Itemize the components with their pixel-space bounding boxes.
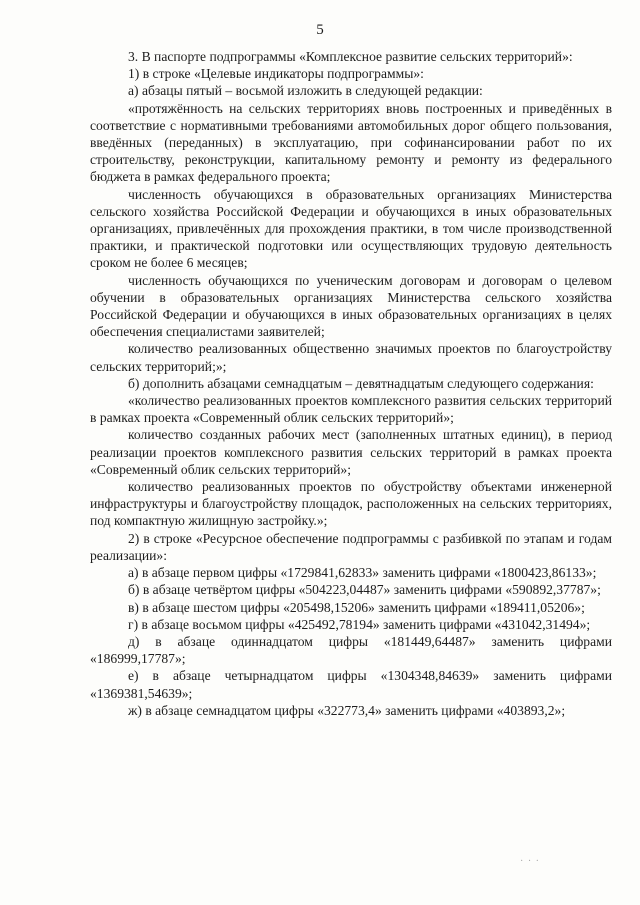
paragraph: 1) в строке «Целевые индикаторы подпрограммы»: (128, 66, 424, 82)
paragraph: д) в абзаце одиннадцатом цифры «181449,64487» заменить цифрами «186999,17787»; (90, 633, 612, 667)
document-body (90, 48, 612, 719)
paragraph: в) в абзаце шестом цифры «205498,15206» заменить цифрами «189411,05206»; (128, 599, 585, 615)
paragraph: ж) в абзаце семнадцатом цифры «322773,4» заменить цифрами «403893,2»; (128, 702, 566, 718)
paragraph: «количество реализованных проектов комплексного развития сельских территорий в рамках проекта «Современный облик сельских территорий»; (90, 393, 612, 426)
paragraph: численность обучающихся по ученическим договорам и договорам о целевом обучении в образовательных организациях Министерства сельского хозяйства Российской Федерации и обучающихся в иных образовательных организациях в целях обеспечения специалистами заявителей; (90, 272, 612, 340)
paragraph: «протяжённость на сельских территориях вновь построенных и приведённых в соответствие с нормативными требованиями автомобильных дорог общего пользования, введённых (переданных) в эксплуатацию, при софинансировании работ по их строительству, реконструкции, капитальному ремонту и ремонту из федерального бюджета в рамках федерального проекта; (90, 100, 612, 185)
paragraph: е) в абзаце четырнадцатом цифры «1304348,84639» заменить цифрами «1369381,54639»; (90, 668, 612, 701)
paragraph: количество реализованных общественно значимых проектов по благоустройству сельских территорий;»; (90, 341, 612, 374)
paragraph: а) абзацы пятый – восьмой изложить в следующей редакции: (128, 83, 483, 99)
paragraph: 3. В паспорте подпрограммы «Комплексное развитие сельских территорий»: (128, 49, 573, 64)
paragraph: б) в абзаце четвёртом цифры «504223,04487» заменить цифрами «590892,37787»; (128, 582, 601, 598)
paragraph: г) в абзаце восьмом цифры «425492,78194» заменить цифрами «431042,31494»; (128, 616, 591, 632)
paragraph: а) в абзаце первом цифры «1729841,62833» заменить цифрами «1800423,86133»; (128, 565, 597, 581)
paragraph: количество созданных рабочих мест (заполненных штатных единиц), в период реализации проектов комплексного развития сельских территорий в рамках проекта «Современный облик сельских территорий»; (90, 427, 612, 477)
paragraph: численность обучающихся в образовательных организациях Министерства сельского хозяйства Российской Федерации и обучающихся в иных образовательных организациях, привлечённых для прохождения практики, в том числе производственной практики, и практической подготовки или осуществляющих трудовую деятельность сроком не более 6 месяцев; (90, 186, 612, 271)
paragraph: б) дополнить абзацами семнадцатым – девятнадцатым следующего содержания: (128, 375, 594, 391)
page-number: 5 (316, 22, 324, 38)
paragraph: количество реализованных проектов по обустройству объектами инженерной инфраструктуры и благоустройству площадок, расположенных на сельских территориях, под компактную жилищную застройку.»; (90, 479, 612, 529)
scan-artifact: · · · (520, 856, 540, 867)
paragraph: 2) в строке «Ресурсное обеспечение подпрограммы с разбивкой по этапам и годам реализации»: (90, 530, 612, 563)
